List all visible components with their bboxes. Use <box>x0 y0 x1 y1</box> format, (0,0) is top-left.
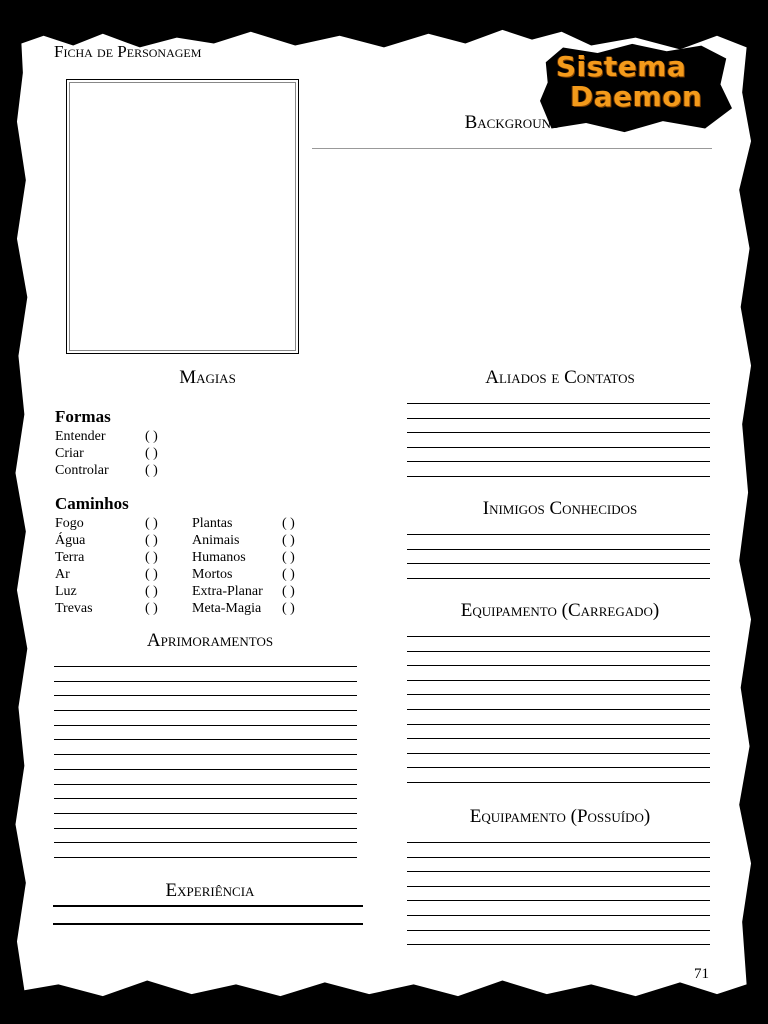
page-number: 71 <box>694 966 709 982</box>
spell-label: Luz <box>55 584 77 599</box>
write-line[interactable] <box>54 755 357 770</box>
spell-label: Água <box>55 533 86 548</box>
spell-row <box>55 515 325 532</box>
portrait-box[interactable] <box>66 79 299 354</box>
magias-title: Magias <box>179 367 236 388</box>
portrait-inner-frame <box>69 82 296 351</box>
write-line[interactable] <box>54 829 357 844</box>
spell-label: Extra-Planar <box>192 584 263 599</box>
spell-row <box>55 600 325 617</box>
spell-label: Criar <box>55 446 84 461</box>
spell-checkbox[interactable]: ( ) <box>145 584 158 599</box>
write-line[interactable] <box>407 404 710 419</box>
write-line[interactable] <box>407 433 710 448</box>
spell-checkbox[interactable]: ( ) <box>282 550 295 565</box>
write-line[interactable] <box>54 726 357 741</box>
write-line[interactable] <box>407 872 710 887</box>
spell-row <box>55 445 325 462</box>
spell-label: Entender <box>55 429 106 444</box>
write-line[interactable] <box>54 814 357 829</box>
spell-checkbox[interactable]: ( ) <box>282 533 295 548</box>
aprimoramentos-lines[interactable] <box>54 666 357 858</box>
logo-line-1: Sistema <box>556 50 687 83</box>
spell-label: Animais <box>192 533 240 548</box>
spell-label: Humanos <box>192 550 246 565</box>
write-line[interactable] <box>407 550 710 565</box>
spell-checkbox[interactable]: ( ) <box>145 550 158 565</box>
spell-checkbox[interactable]: ( ) <box>282 601 295 616</box>
write-line[interactable] <box>407 666 710 681</box>
equip-possuido-title: Equipamento (Possuído) <box>469 806 651 827</box>
logo-line-2: Daemon <box>570 80 703 113</box>
write-line[interactable] <box>54 799 357 814</box>
write-line[interactable] <box>407 931 710 946</box>
spell-row <box>55 428 325 445</box>
spell-checkbox[interactable]: ( ) <box>145 567 158 582</box>
spell-label: Plantas <box>192 516 233 531</box>
write-line[interactable] <box>54 770 357 785</box>
experiencia-line-2[interactable] <box>53 923 363 925</box>
write-line[interactable] <box>54 682 357 697</box>
spell-checkbox[interactable]: ( ) <box>282 567 295 582</box>
experiencia-title: Experiência <box>165 880 255 901</box>
write-line[interactable] <box>407 901 710 916</box>
spell-checkbox[interactable]: ( ) <box>145 446 158 461</box>
write-line[interactable] <box>407 916 710 931</box>
equip-carregado-lines[interactable] <box>407 636 710 783</box>
spell-checkbox[interactable]: ( ) <box>145 429 158 444</box>
background-rule <box>312 148 712 149</box>
write-line[interactable] <box>407 448 710 463</box>
caminhos-heading: Caminhos <box>55 494 129 513</box>
write-line[interactable] <box>407 637 710 652</box>
write-line[interactable] <box>407 535 710 550</box>
spell-row <box>55 462 325 479</box>
aliados-lines[interactable] <box>407 403 710 477</box>
aliados-title: Aliados e Contatos <box>485 367 635 388</box>
spell-label: Terra <box>55 550 85 565</box>
write-line[interactable] <box>407 710 710 725</box>
background-title: Background <box>464 112 561 133</box>
formas-heading: Formas <box>55 407 111 426</box>
write-line[interactable] <box>407 887 710 902</box>
spell-checkbox[interactable]: ( ) <box>282 584 295 599</box>
spell-label: Mortos <box>192 567 233 582</box>
write-line[interactable] <box>407 739 710 754</box>
write-line[interactable] <box>407 564 710 579</box>
sheet-title: Ficha de Personagem <box>54 42 202 61</box>
write-line[interactable] <box>407 858 710 873</box>
spell-row <box>55 549 325 566</box>
spell-checkbox[interactable]: ( ) <box>282 516 295 531</box>
write-line[interactable] <box>407 652 710 667</box>
equip-possuido-lines[interactable] <box>407 842 710 945</box>
spell-row <box>55 566 325 583</box>
spell-label: Ar <box>55 567 70 582</box>
spell-checkbox[interactable]: ( ) <box>145 533 158 548</box>
write-line[interactable] <box>54 667 357 682</box>
write-line[interactable] <box>54 785 357 800</box>
spell-label: Trevas <box>55 601 93 616</box>
spell-row <box>55 532 325 549</box>
write-line[interactable] <box>407 681 710 696</box>
write-line[interactable] <box>407 695 710 710</box>
write-line[interactable] <box>407 725 710 740</box>
aprimoramentos-title: Aprimoramentos <box>146 630 274 651</box>
write-line[interactable] <box>54 711 357 726</box>
inimigos-lines[interactable] <box>407 534 710 579</box>
write-line[interactable] <box>407 754 710 769</box>
spell-row <box>55 583 325 600</box>
spell-label: Controlar <box>55 463 109 478</box>
spell-label: Fogo <box>55 516 84 531</box>
write-line[interactable] <box>407 843 710 858</box>
write-line[interactable] <box>407 462 710 477</box>
inimigos-title: Inimigos Conhecidos <box>482 498 638 519</box>
spell-checkbox[interactable]: ( ) <box>145 463 158 478</box>
write-line[interactable] <box>407 768 710 783</box>
experiencia-line-1[interactable] <box>53 905 363 907</box>
spell-label: Meta-Magia <box>192 601 262 616</box>
write-line[interactable] <box>54 740 357 755</box>
equip-carregado-title: Equipamento (Carregado) <box>460 600 660 621</box>
write-line[interactable] <box>54 843 357 858</box>
write-line[interactable] <box>54 696 357 711</box>
spell-checkbox[interactable]: ( ) <box>145 601 158 616</box>
spell-checkbox[interactable]: ( ) <box>145 516 158 531</box>
write-line[interactable] <box>407 419 710 434</box>
